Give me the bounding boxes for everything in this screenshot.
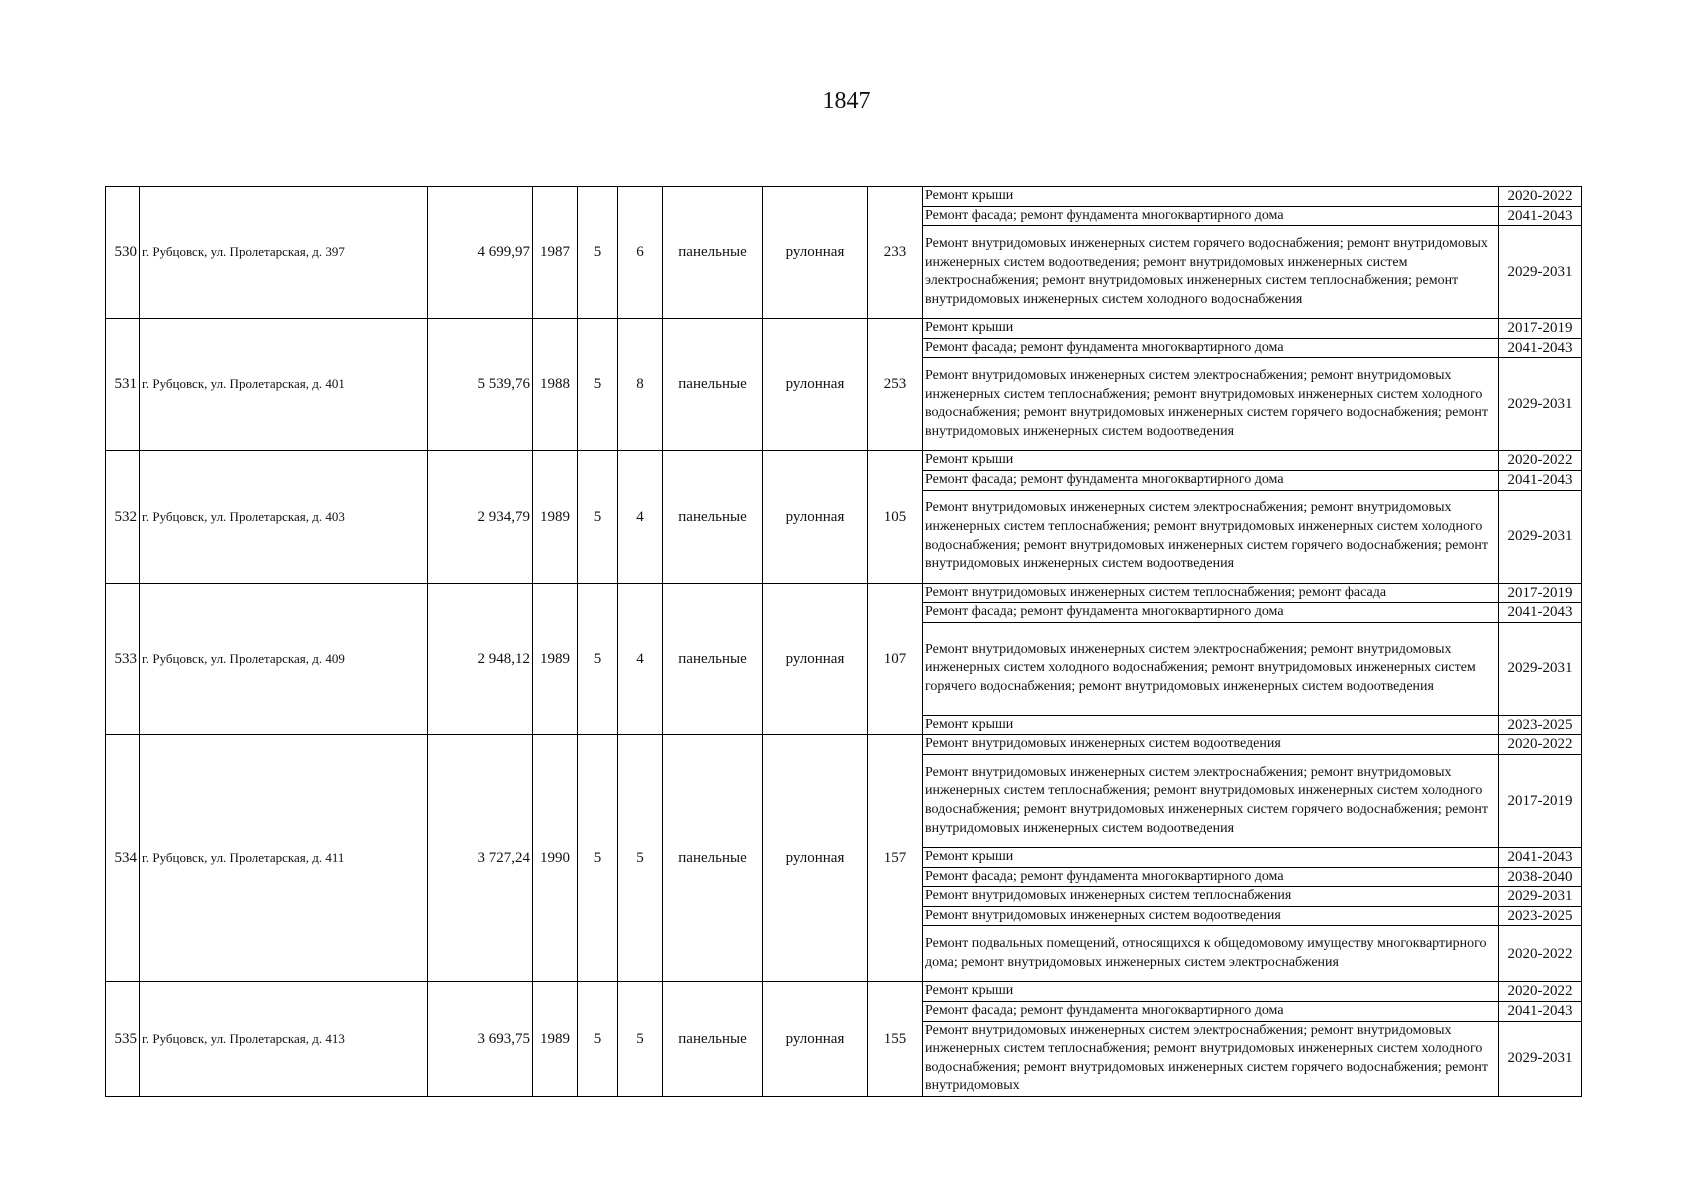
area: 2 934,79 [428,451,533,583]
work-period: 2017-2019 [1499,583,1582,603]
work-period: 2017-2019 [1499,319,1582,339]
work-period: 2029-2031 [1499,226,1582,319]
work-period: 2020-2022 [1499,926,1582,982]
entrances: 4 [618,451,663,583]
table-row [106,583,1582,603]
work-period: 2029-2031 [1499,490,1582,583]
roof-type: рулонная [763,451,868,583]
work-period: 2029-2031 [1499,622,1582,715]
work-period: 2020-2022 [1499,187,1582,207]
wall-material: панельные [663,583,763,735]
roof-type: рулонная [763,583,868,735]
record-number: 532 [106,451,140,583]
year: 1988 [533,319,578,451]
work-description: Ремонт фасада; ремонт фундамента многоквартирного дома [923,1001,1499,1021]
work-description: Ремонт фасада; ремонт фундамента многоквартирного дома [923,470,1499,490]
wall-material: панельные [663,319,763,451]
page-number: 1847 [822,88,871,114]
year: 1987 [533,187,578,319]
work-description: Ремонт фасада; ремонт фундамента многоквартирного дома [923,338,1499,358]
work-description: Ремонт внутридомовых инженерных систем электроснабжения; ремонт внутридомовых инженерных систем теплоснабжения; ремонт внутридомовых инженерных систем холодного водоснабжения; ремонт внутридомовых инженерных систем горячего водоснабжения; ремонт внутридомовых инженерных систем водоотведения [923,490,1499,583]
entrances: 5 [618,982,663,1097]
record-number: 531 [106,319,140,451]
work-description: Ремонт внутридомовых инженерных систем водоотведения [923,735,1499,755]
area: 4 699,97 [428,187,533,319]
work-period: 2041-2043 [1499,470,1582,490]
work-period: 2029-2031 [1499,1021,1582,1096]
year: 1989 [533,451,578,583]
entrances: 5 [618,735,663,982]
work-period: 2029-2031 [1499,887,1582,907]
floors: 5 [578,451,618,583]
address: г. Рубцовск, ул. Пролетарская, д. 397 [140,187,428,319]
year: 1989 [533,982,578,1097]
floors: 5 [578,982,618,1097]
address: г. Рубцовск, ул. Пролетарская, д. 403 [140,451,428,583]
entrances: 4 [618,583,663,735]
repair-schedule-table [105,186,1582,1097]
work-description: Ремонт крыши [923,847,1499,867]
entrances: 6 [618,187,663,319]
table-row [106,735,1582,755]
residents: 105 [868,451,923,583]
work-period: 2041-2043 [1499,338,1582,358]
area: 3 727,24 [428,735,533,982]
floors: 5 [578,319,618,451]
work-description: Ремонт крыши [923,982,1499,1002]
wall-material: панельные [663,735,763,982]
work-description: Ремонт крыши [923,451,1499,471]
address: г. Рубцовск, ул. Пролетарская, д. 411 [140,735,428,982]
work-period: 2020-2022 [1499,982,1582,1002]
work-description: Ремонт фасада; ремонт фундамента многоквартирного дома [923,206,1499,226]
work-description: Ремонт внутридомовых инженерных систем горячего водоснабжения; ремонт внутридомовых инженерных систем водоотведения; ремонт внутридомовых инженерных систем электроснабжения; ремонт внутридомовых инженерных систем теплоснабжения; ремонт внутридомовых инженерных систем холодного водоснабжения [923,226,1499,319]
table-row [106,982,1582,1002]
area: 5 539,76 [428,319,533,451]
work-description: Ремонт подвальных помещений, относящихся к общедомовому имуществу многоквартирного дома; ремонт внутридомовых инженерных систем электроснабжения [923,926,1499,982]
work-description: Ремонт фасада; ремонт фундамента многоквартирного дома [923,603,1499,623]
address: г. Рубцовск, ул. Пролетарская, д. 401 [140,319,428,451]
work-period: 2020-2022 [1499,451,1582,471]
address: г. Рубцовск, ул. Пролетарская, д. 413 [140,982,428,1097]
work-description: Ремонт внутридомовых инженерных систем водоотведения [923,906,1499,926]
work-period: 2023-2025 [1499,906,1582,926]
work-description: Ремонт внутридомовых инженерных систем электроснабжения; ремонт внутридомовых инженерных систем холодного водоснабжения; ремонт внутридомовых инженерных систем горячего водоснабжения; ремонт внутридомовых инженерных систем водоотведения [923,622,1499,715]
wall-material: панельные [663,982,763,1097]
work-period: 2041-2043 [1499,1001,1582,1021]
record-number: 530 [106,187,140,319]
record-number: 533 [106,583,140,735]
entrances: 8 [618,319,663,451]
residents: 107 [868,583,923,735]
work-period: 2029-2031 [1499,358,1582,451]
residents: 157 [868,735,923,982]
work-period: 2038-2040 [1499,867,1582,887]
work-description: Ремонт фасада; ремонт фундамента многоквартирного дома [923,867,1499,887]
roof-type: рулонная [763,735,868,982]
record-number: 535 [106,982,140,1097]
work-description: Ремонт внутридомовых инженерных систем теплоснабжения; ремонт фасада [923,583,1499,603]
wall-material: панельные [663,451,763,583]
area: 2 948,12 [428,583,533,735]
work-description: Ремонт внутридомовых инженерных систем электроснабжения; ремонт внутридомовых инженерных систем теплоснабжения; ремонт внутридомовых инженерных систем холодного водоснабжения; ремонт внутридомовых инженерных систем горячего водоснабжения; ремонт внутридомовых инженерных систем водоотведения [923,754,1499,847]
work-description: Ремонт внутридомовых инженерных систем теплоснабжения [923,887,1499,907]
floors: 5 [578,187,618,319]
work-description: Ремонт крыши [923,187,1499,207]
residents: 155 [868,982,923,1097]
record-number: 534 [106,735,140,982]
floors: 5 [578,583,618,735]
wall-material: панельные [663,187,763,319]
work-period: 2041-2043 [1499,847,1582,867]
residents: 253 [868,319,923,451]
residents: 233 [868,187,923,319]
work-period: 2017-2019 [1499,754,1582,847]
work-period: 2020-2022 [1499,735,1582,755]
area: 3 693,75 [428,982,533,1097]
roof-type: рулонная [763,187,868,319]
year: 1990 [533,735,578,982]
year: 1989 [533,583,578,735]
work-description: Ремонт крыши [923,319,1499,339]
address: г. Рубцовск, ул. Пролетарская, д. 409 [140,583,428,735]
table-row [106,451,1582,471]
work-period: 2041-2043 [1499,603,1582,623]
work-period: 2023-2025 [1499,715,1582,735]
table-row [106,319,1582,339]
work-description: Ремонт внутридомовых инженерных систем электроснабжения; ремонт внутридомовых инженерных систем теплоснабжения; ремонт внутридомовых инженерных систем холодного водоснабжения; ремонт внутридомовых инженерных систем горячего водоснабжения; ремонт внутридомовых [923,1021,1499,1096]
work-description: Ремонт крыши [923,715,1499,735]
table-row [106,187,1582,207]
roof-type: рулонная [763,982,868,1097]
floors: 5 [578,735,618,982]
work-period: 2041-2043 [1499,206,1582,226]
roof-type: рулонная [763,319,868,451]
work-description: Ремонт внутридомовых инженерных систем электроснабжения; ремонт внутридомовых инженерных систем теплоснабжения; ремонт внутридомовых инженерных систем холодного водоснабжения; ремонт внутридомовых инженерных систем горячего водоснабжения; ремонт внутридомовых инженерных систем водоотведения [923,358,1499,451]
